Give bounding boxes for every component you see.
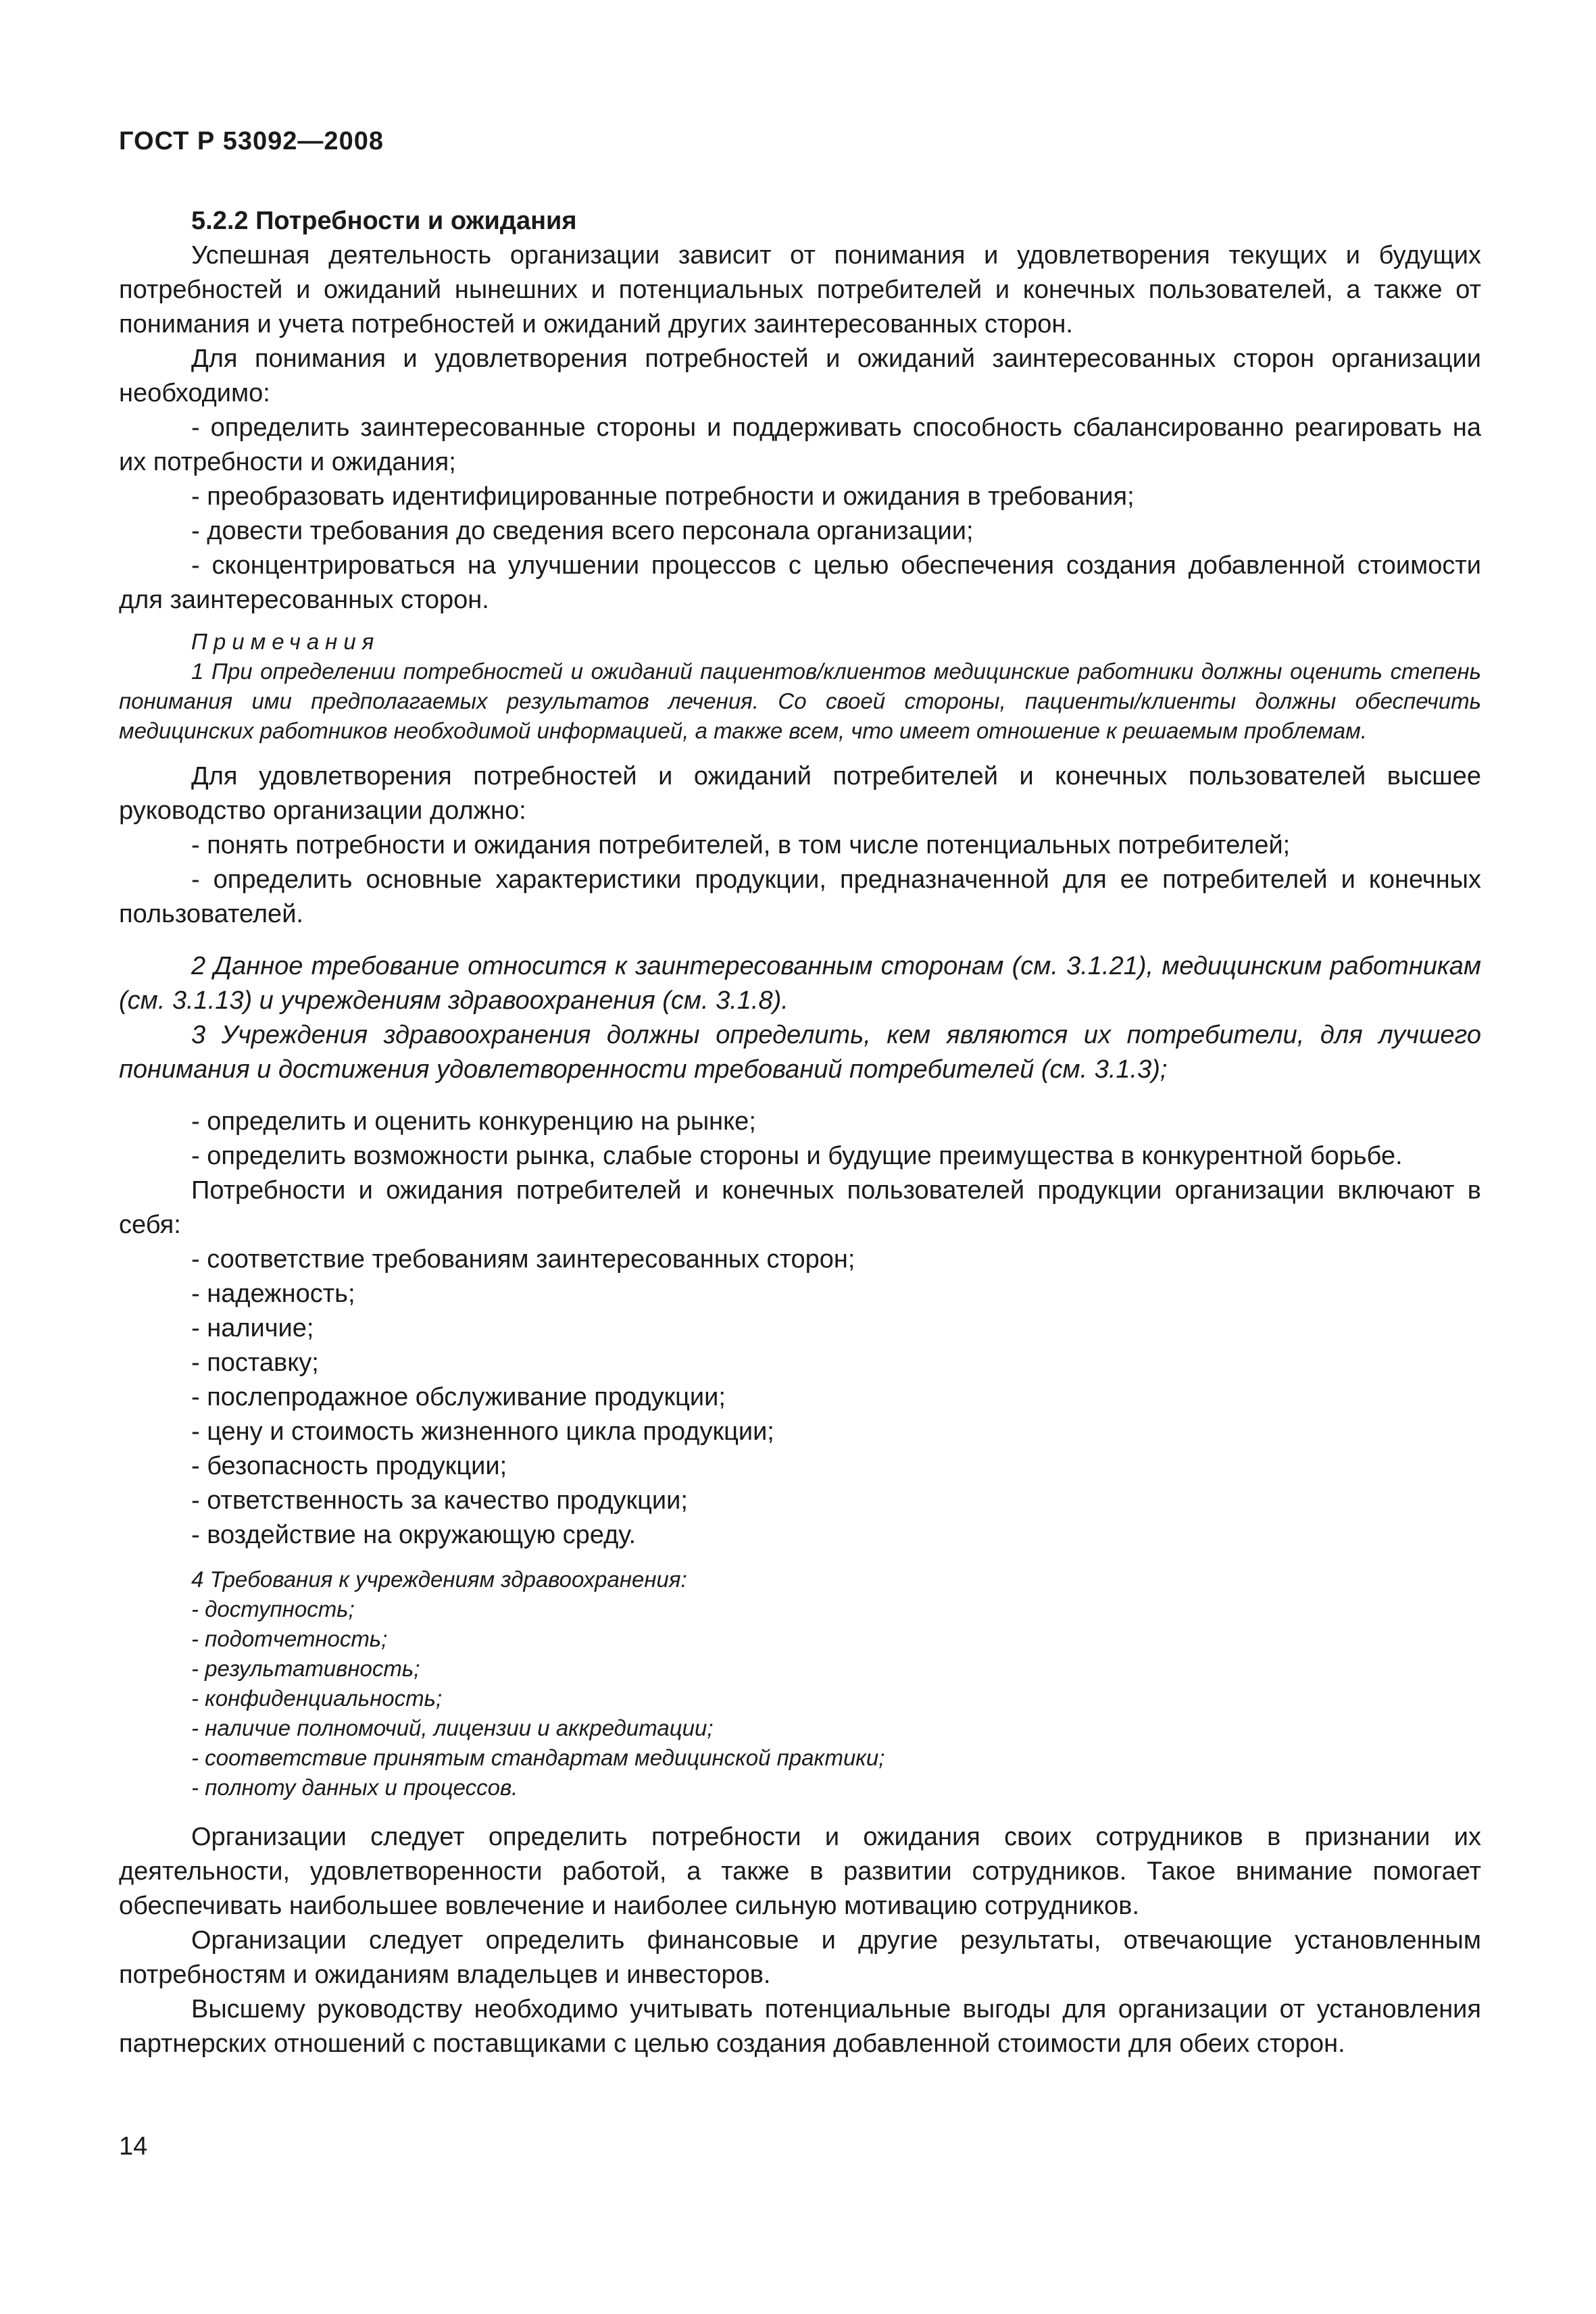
paragraph: Организации следует определить потребности и ожидания своих сотрудников в признании их деятельности, удовлетворенности работой, а также в развитии сотрудников. Такое внимание помогает обеспечивать наибольшее вовлечение и наиболее сильную мотивацию сотрудников. (119, 1823, 1481, 1920)
paragraph: Для понимания и удовлетворения потребностей и ожиданий заинтересованных сторон организации необходимо: (119, 345, 1481, 407)
list-item: - сконцентрироваться на улучшении процессов с целью обеспечения создания добавленной стоимости для заинтересованных сторон. (119, 551, 1481, 614)
list-item: - определить заинтересованные стороны и поддерживать способность сбалансированно реагировать на их потребности и ожидания; (119, 413, 1481, 476)
list-item: - довести требования до сведения всего персонала организации; (191, 517, 974, 545)
note-text: 3 Учреждения здравоохранения должны определить, кем являются их потребители, для лучшего понимания и достижения удовлетворенности требований потребителей (см. 3.1.3); (119, 1021, 1481, 1084)
list-item: - определить возможности рынка, слабые стороны и будущие преимущества в конкурентной борьбе. (191, 1142, 1403, 1170)
note-list-item: - наличие полномочий, лицензии и аккредитации; (191, 1715, 714, 1740)
notes-title: Примечания (191, 629, 380, 654)
note-list-item: - соответствие принятым стандартам медицинской практики; (191, 1745, 885, 1770)
note-title: 4 Требования к учреждениям здравоохранения: (191, 1567, 687, 1592)
page-number: 14 (119, 2132, 148, 2161)
note-list-item: - подотчетность; (191, 1626, 388, 1651)
list-item: - поставку; (191, 1349, 319, 1377)
list-item: - преобразовать идентифицированные потребности и ожидания в требования; (191, 482, 1134, 511)
list-item: - соответствие требованиям заинтересованных сторон; (191, 1245, 855, 1274)
list-item: - цену и стоимость жизненного цикла продукции; (191, 1417, 774, 1446)
note-list-item: - доступность; (191, 1596, 355, 1621)
page-content (119, 204, 1481, 2061)
list-item: - наличие; (191, 1314, 314, 1342)
list-item: - послепродажное обслуживание продукции; (191, 1383, 726, 1411)
paragraph: Организации следует определить финансовые и другие результаты, отвечающие установленным потребностям и ожиданиям владельцев и инвесторов. (119, 1926, 1481, 1989)
list-item: - воздействие на окружающую среду. (191, 1521, 637, 1549)
note-list-item: - полноту данных и процессов. (191, 1775, 518, 1800)
list-item: - определить и оценить конкуренцию на рынке; (191, 1107, 756, 1136)
note-list-item: - конфиденциальность; (191, 1686, 443, 1711)
list-item: - безопасность продукции; (191, 1452, 507, 1480)
paragraph: Успешная деятельность организации зависит от понимания и удовлетворения текущих и будущих потребностей и ожиданий нынешних и потенциальных потребителей и конечных пользователей, а также от понимания и учета потребностей и ожиданий других заинтересованных сторон. (119, 241, 1481, 338)
document-header: ГОСТ Р 53092—2008 (119, 127, 384, 155)
list-item: - определить основные характеристики продукции, предназначенной для ее потребителей и конечных пользователей. (119, 865, 1481, 928)
paragraph: Высшему руководству необходимо учитывать потенциальные выгоды для организации от установления партнерских отношений с поставщиками с целью создания добавленной стоимости для обеих сторон. (119, 1995, 1481, 2058)
list-item: - ответственность за качество продукции; (191, 1486, 688, 1515)
list-item: - надежность; (191, 1280, 355, 1308)
list-item: - понять потребности и ожидания потребителей, в том числе потенциальных потребителей; (191, 831, 1291, 859)
paragraph: Для удовлетворения потребностей и ожиданий потребителей и конечных пользователей высшее руководство организации должно: (119, 762, 1481, 825)
note-text: 2 Данное требование относится к заинтересованным сторонам (см. 3.1.21), медицинским работникам (см. 3.1.13) и учреждениям здравоохранения (см. 3.1.8). (119, 952, 1481, 1015)
section-heading: 5.2.2 Потребности и ожидания (191, 207, 577, 235)
paragraph: Потребности и ожидания потребителей и конечных пользователей продукции организации включают в себя: (119, 1176, 1481, 1239)
note-text: 1 При определении потребностей и ожиданий пациентов/клиентов медицинские работники должны оценить степень понимания ими предполагаемых результатов лечения. Со своей стороны, пациенты/клиенты должны обеспечить медицинских работников необходимой информацией, а также всем, что имеет отношение к решаемым проблемам. (119, 659, 1481, 743)
note-list-item: - результативность; (191, 1656, 420, 1681)
